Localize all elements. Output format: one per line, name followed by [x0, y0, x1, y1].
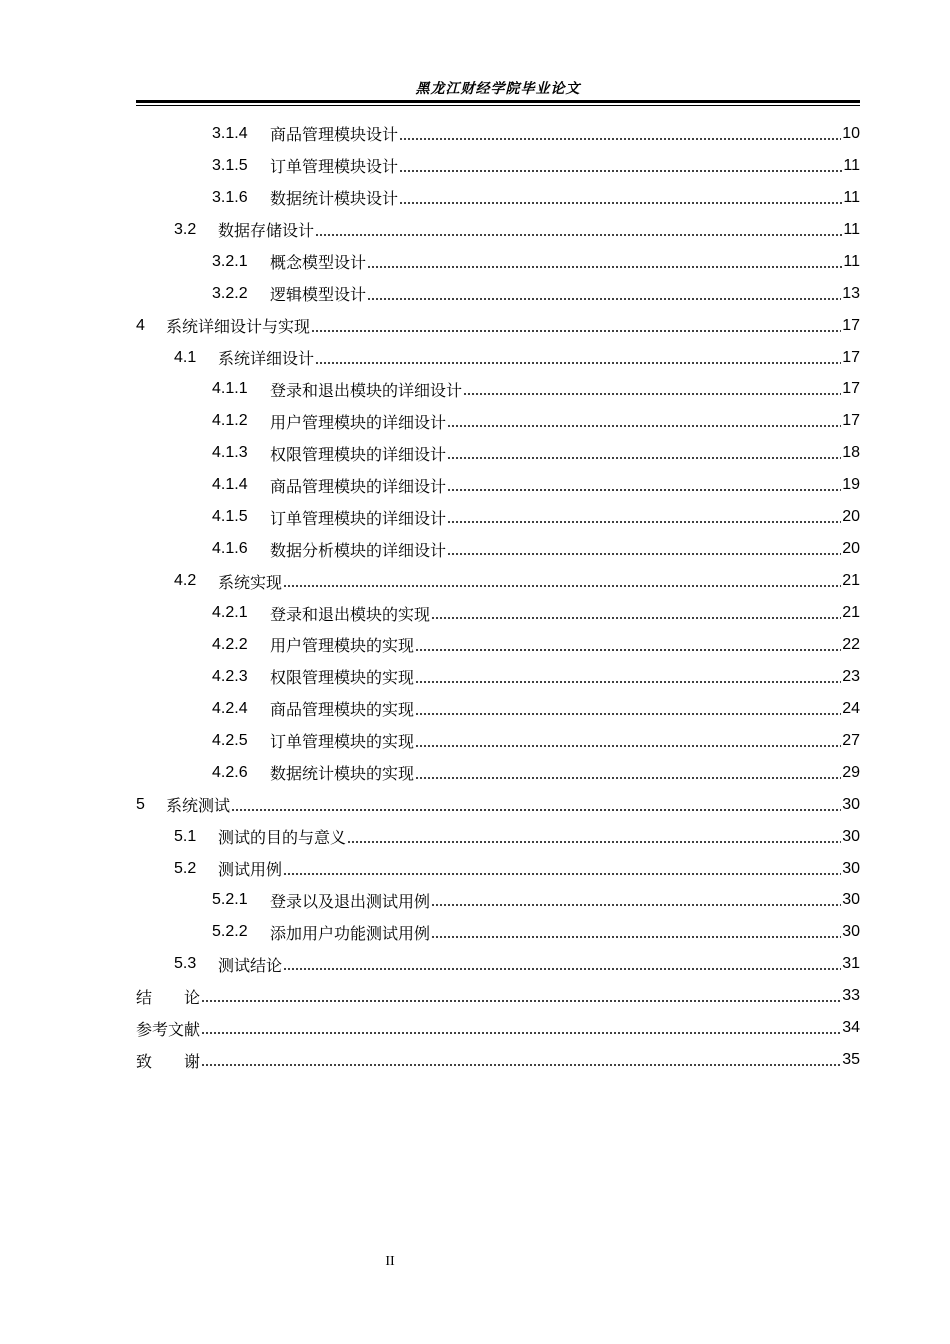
toc-entry-title: 数据分析模块的详细设计: [270, 540, 447, 560]
table-of-contents: [136, 118, 860, 1076]
toc-entry[interactable]: [136, 310, 860, 342]
toc-entry-number: 4.1.4: [212, 476, 248, 494]
toc-entry[interactable]: [136, 278, 860, 310]
toc-entry-page: 17: [842, 380, 860, 398]
toc-entry-page: 34: [842, 1019, 860, 1037]
toc-leader-dots: [201, 1032, 841, 1034]
toc-entry[interactable]: [136, 725, 860, 757]
toc-entry-title: 商品管理模块的详细设计: [270, 476, 447, 496]
toc-entry[interactable]: [136, 597, 860, 629]
toc-entry[interactable]: [136, 757, 860, 789]
toc-entry[interactable]: [136, 342, 860, 374]
page-number: II: [385, 1254, 395, 1269]
toc-leader-dots: [201, 1000, 841, 1002]
toc-entry[interactable]: [136, 885, 860, 917]
toc-entry-number: 4.2.2: [212, 635, 248, 653]
toc-leader-dots: [415, 745, 841, 747]
toc-entry-page: 30: [842, 891, 860, 909]
toc-leader-dots: [415, 713, 841, 715]
toc-leader-dots: [367, 298, 841, 300]
toc-leader-dots: [311, 330, 841, 332]
header-rule-thick: [136, 100, 860, 103]
toc-entry-title: 系统详细设计与实现: [166, 317, 311, 337]
toc-leader-dots: [431, 904, 841, 906]
toc-entry-page: 30: [842, 859, 860, 877]
toc-entry[interactable]: [136, 916, 860, 948]
toc-entry-number: 4.1.2: [212, 412, 248, 430]
toc-leader-dots: [431, 617, 841, 619]
toc-entry-title: 致 谢: [136, 1051, 201, 1071]
toc-entry-page: 22: [842, 635, 860, 653]
toc-entry-number: 5.2.1: [212, 891, 248, 909]
toc-entry-number: 4: [136, 316, 145, 334]
toc-entry-number: 4.1.1: [212, 380, 248, 398]
toc-entry-title: 用户管理模块的实现: [270, 636, 415, 656]
toc-entry-number: 3.1.5: [212, 156, 248, 174]
toc-entry-number: 5.1: [174, 827, 197, 845]
toc-leader-dots: [447, 521, 841, 523]
toc-entry-title: 权限管理模块的实现: [270, 668, 415, 688]
toc-entry[interactable]: [136, 501, 860, 533]
toc-entry-page: 27: [842, 731, 860, 749]
toc-entry-title: 商品管理模块的实现: [270, 700, 415, 720]
toc-leader-dots: [231, 809, 841, 811]
toc-entry-number: 4.2: [174, 572, 197, 590]
toc-entry-page: 18: [842, 444, 860, 462]
toc-entry-page: 30: [842, 795, 860, 813]
toc-entry-title: 测试用例: [218, 860, 283, 880]
running-header: 黑龙江财经学院毕业论文: [415, 81, 581, 97]
toc-entry-title: 订单管理模块的详细设计: [270, 508, 447, 528]
toc-entry[interactable]: [136, 118, 860, 150]
toc-entry-title: 系统测试: [166, 796, 231, 816]
toc-entry[interactable]: [136, 533, 860, 565]
toc-entry-title: 登录和退出模块的详细设计: [270, 380, 463, 400]
toc-entry-page: 17: [842, 316, 860, 334]
toc-entry-title: 登录以及退出测试用例: [270, 891, 431, 911]
toc-entry-number: 4.2.3: [212, 667, 248, 685]
toc-leader-dots: [415, 777, 841, 779]
toc-leader-dots: [447, 489, 841, 491]
toc-entry-page: 17: [842, 348, 860, 366]
toc-entry-page: 23: [842, 667, 860, 685]
toc-entry-number: 4.1.3: [212, 444, 248, 462]
toc-entry-number: 4.2.1: [212, 604, 248, 622]
toc-entry-title: 测试结论: [218, 955, 283, 975]
toc-entry-title: 权限管理模块的详细设计: [270, 444, 447, 464]
toc-leader-dots: [315, 362, 841, 364]
toc-entry-page: 19: [842, 476, 860, 494]
toc-entry-number: 5.3: [174, 955, 197, 973]
toc-leader-dots: [463, 393, 841, 395]
toc-entry[interactable]: [136, 374, 860, 406]
toc-entry[interactable]: [136, 246, 860, 278]
toc-entry[interactable]: [136, 437, 860, 469]
toc-entry[interactable]: [136, 821, 860, 853]
toc-entry-title: 订单管理模块设计: [270, 157, 399, 177]
toc-entry[interactable]: [136, 469, 860, 501]
toc-entry-number: 4.1: [174, 348, 197, 366]
toc-entry-title: 逻辑模型设计: [270, 285, 367, 305]
toc-entry-page: 17: [842, 412, 860, 430]
toc-entry-number: 4.2.4: [212, 699, 248, 717]
toc-entry-title: 参考文献: [136, 1019, 201, 1039]
toc-entry[interactable]: [136, 980, 860, 1012]
toc-entry-number: 4.2.5: [212, 731, 248, 749]
toc-entry[interactable]: [136, 214, 860, 246]
toc-entry-number: 3.1.6: [212, 188, 248, 206]
toc-entry-number: 5.2.2: [212, 923, 248, 941]
toc-leader-dots: [431, 936, 841, 938]
toc-entry-title: 测试的目的与意义: [218, 828, 347, 848]
toc-entry[interactable]: [136, 629, 860, 661]
toc-leader-dots: [447, 553, 841, 555]
toc-entry-number: 4.2.6: [212, 763, 248, 781]
toc-leader-dots: [447, 457, 841, 459]
toc-entry[interactable]: [136, 405, 860, 437]
toc-entry-page: 29: [842, 763, 860, 781]
toc-entry-page: 33: [842, 987, 860, 1005]
toc-entry-page: 11: [843, 220, 860, 238]
toc-leader-dots: [415, 649, 841, 651]
toc-entry-number: 4.1.5: [212, 508, 248, 526]
toc-entry-page: 30: [842, 923, 860, 941]
toc-leader-dots: [283, 585, 841, 587]
toc-entry[interactable]: [136, 853, 860, 885]
toc-entry-page: 13: [842, 284, 860, 302]
toc-leader-dots: [367, 266, 842, 268]
toc-entry-number: 3.1.4: [212, 124, 248, 142]
toc-entry-title: 数据存储设计: [218, 221, 315, 241]
toc-entry-page: 20: [842, 508, 860, 526]
toc-entry[interactable]: [136, 182, 860, 214]
toc-entry-title: 概念模型设计: [270, 253, 367, 273]
toc-entry[interactable]: [136, 661, 860, 693]
toc-entry-number: 4.1.6: [212, 540, 248, 558]
toc-entry[interactable]: [136, 789, 860, 821]
toc-entry-title: 登录和退出模块的实现: [270, 604, 431, 624]
toc-leader-dots: [415, 681, 841, 683]
toc-entry-page: 20: [842, 540, 860, 558]
toc-entry[interactable]: [136, 693, 860, 725]
toc-entry-number: 3.2.2: [212, 284, 248, 302]
toc-entry-page: 10: [842, 124, 860, 142]
toc-leader-dots: [201, 1064, 841, 1066]
header-rule-thin: [136, 105, 860, 106]
toc-entry-page: 11: [843, 252, 860, 270]
toc-entry[interactable]: [136, 150, 860, 182]
toc-leader-dots: [283, 873, 841, 875]
toc-entry[interactable]: [136, 1044, 860, 1076]
toc-entry-page: 21: [842, 572, 860, 590]
toc-entry-title: 订单管理模块的实现: [270, 732, 415, 752]
toc-leader-dots: [399, 202, 842, 204]
toc-leader-dots: [447, 425, 841, 427]
toc-entry[interactable]: [136, 948, 860, 980]
toc-entry-page: 35: [842, 1051, 860, 1069]
toc-leader-dots: [315, 234, 842, 236]
toc-entry[interactable]: [136, 1012, 860, 1044]
toc-entry-title: 用户管理模块的详细设计: [270, 412, 447, 432]
toc-entry-title: 添加用户功能测试用例: [270, 923, 431, 943]
toc-leader-dots: [283, 968, 841, 970]
toc-entry-page: 11: [843, 188, 860, 206]
toc-entry-title: 数据统计模块的实现: [270, 764, 415, 784]
toc-entry-page: 11: [843, 156, 860, 174]
toc-leader-dots: [347, 841, 841, 843]
toc-entry-page: 30: [842, 827, 860, 845]
toc-entry-number: 5: [136, 795, 145, 813]
toc-leader-dots: [399, 138, 841, 140]
toc-entry-page: 24: [842, 699, 860, 717]
toc-entry-title: 数据统计模块设计: [270, 189, 399, 209]
toc-entry-page: 31: [842, 955, 860, 973]
toc-entry-title: 结 论: [136, 987, 201, 1007]
toc-entry[interactable]: [136, 565, 860, 597]
toc-leader-dots: [399, 170, 842, 172]
toc-entry-title: 系统详细设计: [218, 349, 315, 369]
toc-entry-number: 5.2: [174, 859, 197, 877]
toc-entry-title: 商品管理模块设计: [270, 125, 399, 145]
toc-entry-page: 21: [842, 604, 860, 622]
toc-entry-number: 3.2: [174, 220, 197, 238]
toc-entry-title: 系统实现: [218, 572, 283, 592]
toc-entry-number: 3.2.1: [212, 252, 248, 270]
